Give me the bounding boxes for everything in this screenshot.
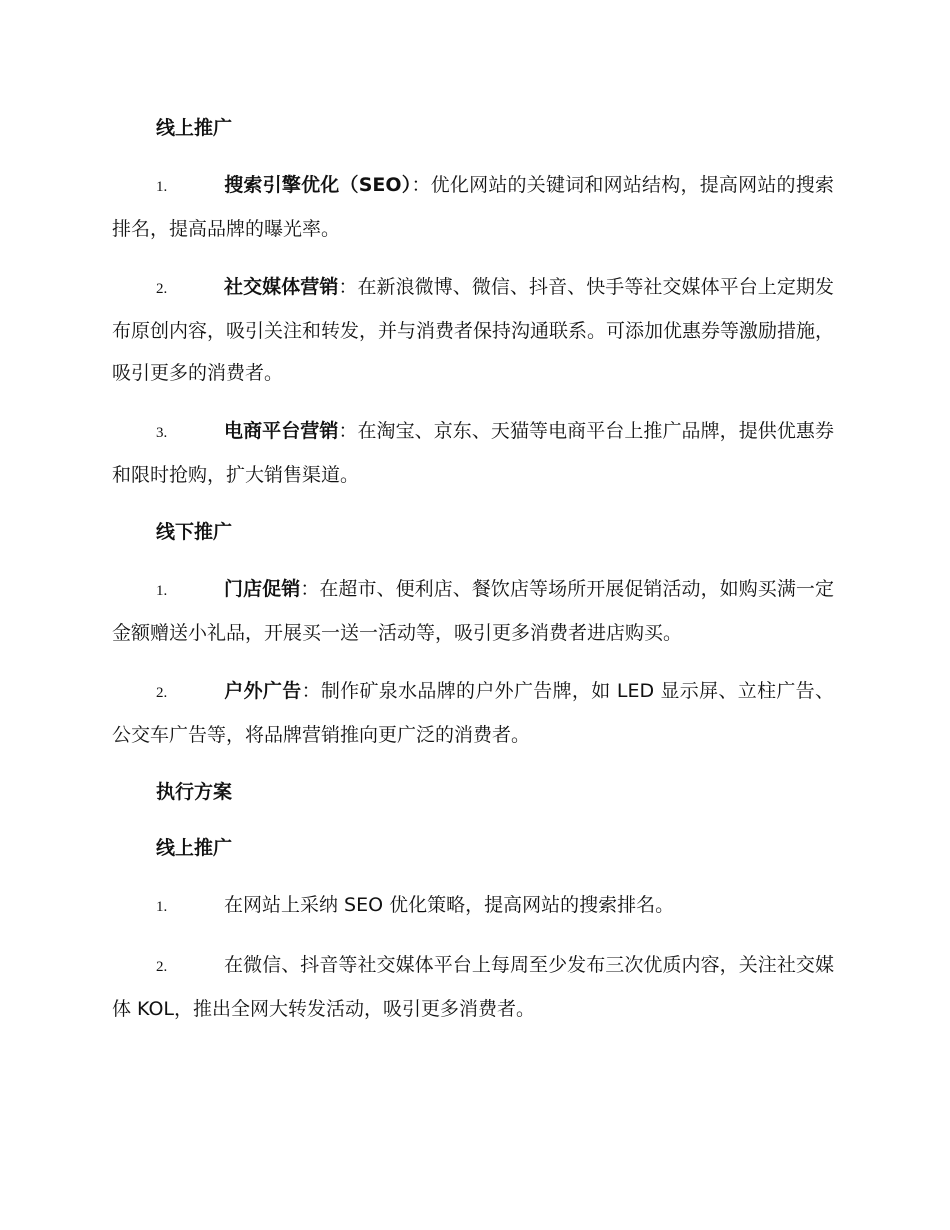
item-number: 1. — [156, 583, 168, 599]
item-body: ：制作矿泉水品牌的户外广告牌，如 LED 显示屏、立柱广告、公交车广告等，将品牌营销推向更广泛的消费者。 — [112, 680, 834, 746]
item-title: 搜索引擎优化（SEO） — [224, 174, 412, 196]
item-title: 户外广告 — [224, 680, 302, 702]
item-title: 门店促销 — [224, 578, 301, 600]
document-content — [112, 108, 834, 1046]
list-item — [112, 164, 834, 250]
item-title: 社交媒体营销 — [224, 276, 339, 298]
section-heading-online: 线上推广 — [156, 117, 233, 139]
item-body: 在微信、抖音等社交媒体平台上每周至少发布三次优质内容，关注社交媒体 KOL，推出全网大转发活动，吸引更多消费者。 — [112, 954, 834, 1020]
list-item — [112, 410, 834, 496]
item-body: ：优化网站的关键词和网站结构，提高网站的搜索排名，提高品牌的曝光率。 — [112, 174, 834, 240]
item-number: 2. — [156, 959, 168, 975]
list-item — [112, 266, 834, 394]
item-body: 在网站上采纳 SEO 优化策略，提高网站的搜索排名。 — [224, 894, 675, 916]
section-heading-plan: 执行方案 — [156, 781, 233, 803]
item-number: 2. — [156, 281, 168, 297]
item-body: ：在超市、便利店、餐饮店等场所开展促销活动，如购买满一定金额赠送小礼品，开展买一送一活动等，吸引更多消费者进店购买。 — [112, 578, 834, 644]
item-number: 1. — [156, 179, 168, 195]
list-item — [112, 944, 834, 1030]
list-item — [112, 884, 834, 928]
list-item — [112, 568, 834, 654]
item-number: 1. — [156, 899, 168, 915]
section-heading-offline: 线下推广 — [156, 521, 233, 543]
section-subheading-online: 线上推广 — [156, 837, 233, 859]
item-body: ：在新浪微博、微信、抖音、快手等社交媒体平台上定期发布原创内容，吸引关注和转发，并与消费者保持沟通联系。可添加优惠券等激励措施，吸引更多的消费者。 — [112, 276, 835, 384]
list-item — [112, 670, 834, 756]
item-number: 3. — [156, 425, 168, 441]
item-body: ：在淘宝、京东、天猫等电商平台上推广品牌，提供优惠券和限时抢购，扩大销售渠道。 — [112, 420, 834, 486]
item-number: 2. — [156, 685, 168, 701]
item-title: 电商平台营销 — [224, 420, 339, 442]
